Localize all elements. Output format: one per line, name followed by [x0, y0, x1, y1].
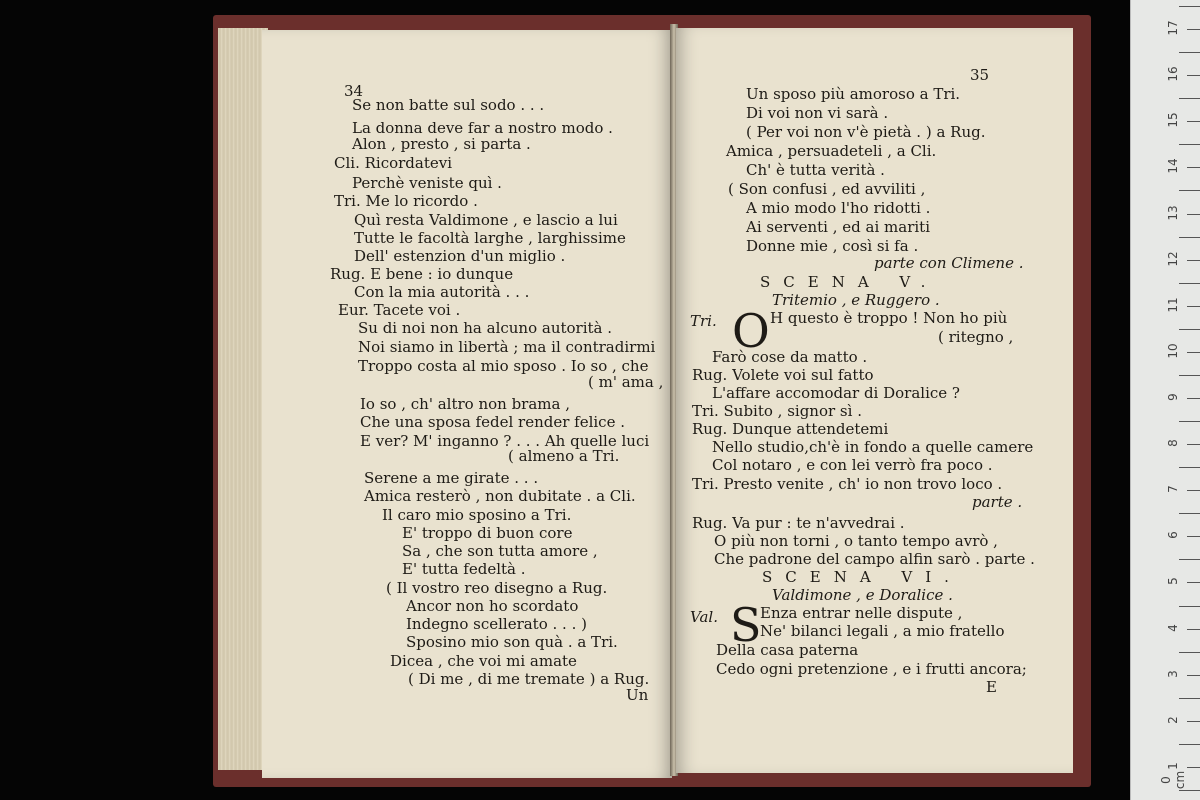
text-line: ( m' ama ,: [588, 373, 664, 391]
ruler-tick: [1187, 306, 1200, 307]
ruler-tick: [1179, 237, 1200, 238]
text-line: O più non torni , o tanto tempo avrò ,: [714, 532, 998, 550]
scene-characters: Tritemio , e Ruggero .: [772, 291, 940, 309]
text-line: Indegno scellerato . . . ): [406, 615, 587, 633]
ruler-tick: [1179, 606, 1200, 607]
ruler-tick: [1187, 260, 1200, 261]
text-line: Tri. Me lo ricordo .: [334, 192, 478, 210]
ruler-tick: [1187, 167, 1200, 168]
ruler-number: 12: [1166, 251, 1180, 267]
text-line: Se non batte sul sodo . . .: [352, 96, 545, 114]
ruler-number: 10: [1166, 343, 1180, 359]
catchword: Un: [626, 686, 649, 704]
text-line: Tutte le facoltà larghe , larghissime: [354, 229, 626, 247]
text-line: A mio modo l'ho ridotti .: [746, 199, 931, 217]
text-line: ( almeno a Tri.: [508, 447, 620, 465]
text-line: E' troppo di buon core: [402, 524, 573, 542]
text-line: Il caro mio sposino a Tri.: [382, 506, 572, 524]
text-line: Rug. Volete voi sul fatto: [692, 366, 874, 384]
text-line: ( Per voi non v'è pietà . ) a Rug.: [746, 123, 986, 141]
text-line: Un sposo più amoroso a Tri.: [746, 85, 961, 103]
text-line: Amica resterò , non dubitate . a Cli.: [364, 487, 636, 505]
ruler-number: 17: [1166, 20, 1180, 36]
ruler-number: 16: [1166, 66, 1180, 82]
text-line: Troppo costa al mio sposo . Io so , che: [358, 357, 649, 375]
page-number: 34: [344, 82, 364, 100]
text-line: Alon , presto , si parta .: [352, 135, 531, 153]
left-page: [262, 30, 672, 778]
ruler-number: 15: [1166, 112, 1180, 128]
text-line: Ne' bilanci legali , a mio fratello: [760, 622, 1005, 640]
text-line: Sposino mio son quà . a Tri.: [406, 633, 618, 651]
ruler-tick: [1179, 790, 1200, 791]
text-line: Col notaro , e con lei verrò fra poco .: [712, 456, 993, 474]
text-line: Che padrone del campo alfin sarò . parte .: [714, 550, 1035, 568]
text-line: ( Di me , di me tremate ) a Rug.: [408, 670, 650, 688]
text-line: Con la mia autorità . . .: [354, 283, 530, 301]
ruler-number: 2: [1166, 716, 1180, 724]
ruler-number: 6: [1166, 531, 1180, 540]
stage-direction: parte .: [972, 493, 1023, 511]
speaker-label: Tri.: [690, 312, 717, 330]
ruler-tick: [1179, 283, 1200, 284]
scene-heading: SCENA V.: [760, 273, 939, 291]
scene-heading: SCENA VI.: [762, 568, 962, 586]
ruler-tick: [1179, 421, 1200, 422]
text-line: Nello studio,ch'è in fondo a quelle camere: [712, 438, 1034, 456]
ruler-tick: [1179, 6, 1200, 7]
ruler-tick: [1187, 767, 1200, 768]
text-line: Tri. Subito , signor sì .: [692, 402, 862, 420]
ruler-tick: [1179, 98, 1200, 99]
text-line: Dicea , che voi mi amate: [390, 652, 577, 670]
ruler-tick: [1179, 744, 1200, 745]
text-line: Su di noi non ha alcuno autorità .: [358, 319, 613, 337]
text-line: Enza entrar nelle dispute ,: [760, 604, 963, 622]
text-line: Noi siamo in libertà ; ma il contradirmi: [358, 338, 656, 356]
text-line: E' tutta fedeltà .: [402, 560, 526, 578]
ruler-tick: [1179, 698, 1200, 699]
ruler-number: 1: [1166, 762, 1180, 770]
text-line: Amica , persuadeteli , a Cli.: [726, 142, 937, 160]
text-line: Rug. Dunque attendetemi: [692, 420, 889, 438]
text-line: ( Il vostro reo disegno a Rug.: [386, 579, 608, 597]
text-line: Ai serventi , ed ai mariti: [746, 218, 930, 236]
ruler-tick: [1187, 675, 1200, 676]
right-page: [676, 28, 1073, 773]
ruler-tick: [1179, 144, 1200, 145]
ruler-number: 0 cm: [1159, 770, 1187, 790]
ruler-tick: [1187, 444, 1200, 445]
ruler-number: 13: [1166, 204, 1180, 221]
ruler-tick: [1179, 513, 1200, 514]
text-line: Sa , che son tutta amore ,: [402, 542, 598, 560]
ruler-tick: [1179, 190, 1200, 191]
ruler-tick: [1179, 329, 1200, 330]
text-line: Dell' estenzion d'un miglio .: [354, 247, 566, 265]
text-line: Ancor non ho scordato: [406, 597, 579, 615]
ruler-tick: [1187, 721, 1200, 722]
ruler-number: 11: [1166, 297, 1180, 313]
text-line: Rug. Va pur : te n'avvedrai .: [692, 514, 905, 532]
text-line: Cedo ogni pretenzione , e i frutti ancora;: [716, 660, 1027, 678]
text-line: Io so , ch' altro non brama ,: [360, 395, 570, 413]
text-line: L'affare accomodar di Doralice ?: [712, 384, 960, 402]
ruler-tick: [1187, 75, 1200, 76]
ruler-number: 9: [1166, 393, 1180, 401]
ruler-tick: [1187, 629, 1200, 630]
text-line: Quì resta Valdimone , e lascio a lui: [354, 211, 618, 229]
scene-characters: Valdimone , e Doralice .: [772, 586, 953, 604]
ruler-tick: [1179, 52, 1200, 53]
stage-direction: parte con Climene .: [874, 254, 1024, 272]
text-line: Di voi non vi sarà .: [746, 104, 889, 122]
text-line: La donna deve far a nostro modo .: [352, 119, 613, 137]
text-line: ( ritegno ,: [938, 328, 1014, 346]
text-line: Cli. Ricordatevi: [334, 154, 453, 172]
ruler-number: 4: [1166, 623, 1180, 632]
text-line: Eur. Tacete voi .: [338, 301, 461, 319]
page-number: 35: [970, 66, 990, 84]
page-edges: [218, 28, 268, 770]
ruler-tick: [1187, 121, 1200, 122]
text-line: Farò cose da matto .: [712, 348, 868, 366]
speaker-label: Val.: [690, 608, 718, 626]
text-line: Ch' è tutta verità .: [746, 161, 885, 179]
text-line: Rug. E bene : io dunque: [330, 265, 514, 283]
ruler-tick: [1187, 536, 1200, 537]
text-line: Tri. Presto venite , ch' io non trovo loco .: [692, 475, 1003, 493]
ruler-tick: [1187, 398, 1200, 399]
ruler-tick: [1179, 559, 1200, 560]
signature-mark: E: [986, 678, 997, 696]
ruler-tick: [1187, 582, 1200, 583]
text-line: E ver? M' inganno ? . . . Ah quelle luci: [360, 432, 650, 450]
drop-cap: S: [730, 598, 762, 652]
text-line: Che una sposa fedel render felice .: [360, 413, 625, 431]
text-line: Donne mie , così si fa .: [746, 237, 919, 255]
text-line: ( Son confusi , ed avviliti ,: [728, 180, 926, 198]
ruler-number: 8: [1166, 439, 1180, 447]
ruler-tick: [1187, 490, 1200, 491]
ruler-tick: [1187, 214, 1200, 215]
ruler-tick: [1187, 352, 1200, 353]
ruler-number: 5: [1166, 577, 1180, 586]
text-line: Perchè veniste quì .: [352, 174, 502, 192]
ruler-number: 3: [1166, 669, 1180, 678]
ruler-tick: [1179, 467, 1200, 468]
ruler-tick: [1179, 652, 1200, 653]
ruler-tick: [1179, 375, 1200, 376]
text-line: H questo è troppo ! Non ho più: [770, 309, 1008, 327]
ruler-tick: [1187, 29, 1200, 30]
ruler-number: 7: [1166, 485, 1180, 494]
drop-cap: O: [732, 304, 770, 358]
text-line: Della casa paterna: [716, 641, 859, 659]
measuring-ruler: [1130, 0, 1200, 800]
ruler-number: 14: [1166, 158, 1180, 175]
text-line: Serene a me girate . . .: [364, 469, 539, 487]
